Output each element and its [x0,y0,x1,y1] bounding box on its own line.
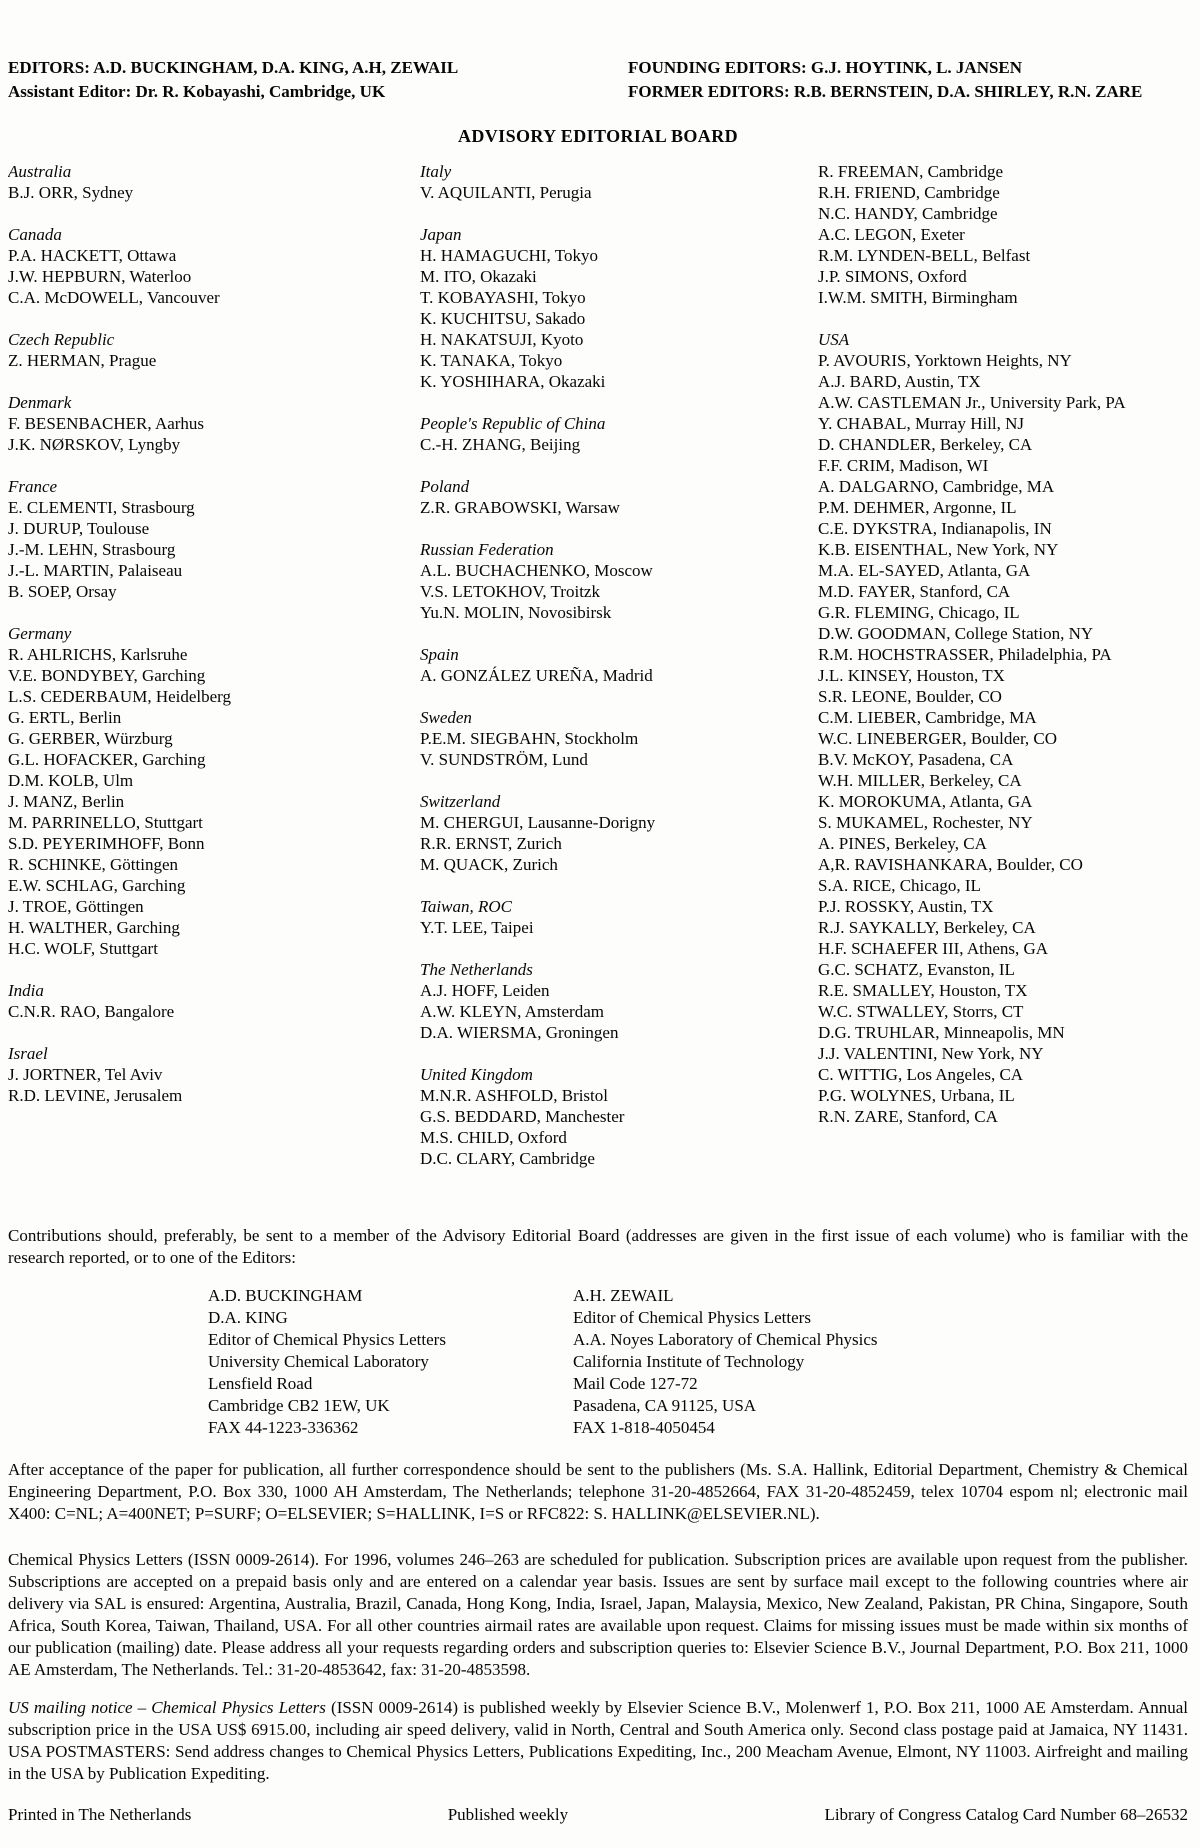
country-heading: Switzerland [420,792,501,811]
country-heading: Canada [8,225,62,244]
board-member-line: Z. HERMAN, Prague [8,351,157,370]
board-member-line: K. YOSHIHARA, Okazaki [420,372,606,391]
board-group-russian-federation [420,539,818,623]
board-member-line: W.H. MILLER, Berkeley, CA [818,771,1022,790]
board-member-line: R. FREEMAN, Cambridge [818,162,1004,181]
board-group-india [8,980,420,1022]
board-member-line: J.K. NØRSKOV, Lyngby [8,435,181,454]
country-heading: Italy [420,162,452,181]
member-list [420,245,818,392]
member-list [420,728,818,770]
board-member-line: J. DURUP, Toulouse [8,519,150,538]
country-heading: Sweden [420,708,472,727]
founding-editors-block [628,56,1188,104]
board-member-line: P.J. ROSSKY, Austin, TX [818,897,994,916]
board-member-line: H. WALTHER, Garching [8,918,180,937]
board-member-line: M.N.R. ASHFOLD, Bristol [420,1086,608,1105]
board-member-line: R.N. ZARE, Stanford, CA [818,1107,998,1126]
subscription-note: Chemical Physics Letters (ISSN 0009-2614). For 1996, volumes 246–263 are scheduled for publication. Subscription prices are available upon request from the publisher. Subscriptions are accepted on a prepaid basis only and are entered on a calendar year basis. Issues are sent by surface mail except to the following countries where air delivery via SAL is ensured: Argentina, Australia, Brazil, Canada, Hong Kong, India, Israel, Japan, Malaysia, Mexico, New Zealand, Pakistan, PR China, Singapore, South Africa, South Korea, Taiwan, Thailand, USA. For all other countries airmail rates are available upon request. Claims for missing issues must be made within six months of our publication (mailing) date. Please address all your requests regarding orders and subscription queries to: Elsevier Science B.V., Journal Department, P.O. Box 211, 1000 AE Amsterdam, The Netherlands. Tel.: 31-20-4853642, fax: 31-20-4853598. [8,1550,1188,1679]
board-member-line: F.F. CRIM, Madison, WI [818,456,989,475]
country-heading: Russian Federation [420,540,554,559]
editors-line: EDITORS: A.D. BUCKINGHAM, D.A. KING, A.H, ZEWAIL [8,58,459,77]
address-line: Cambridge CB2 1EW, UK [208,1396,390,1415]
board-member-line: D.C. CLARY, Cambridge [420,1149,595,1168]
board-member-line: S. MUKAMEL, Rochester, NY [818,813,1033,832]
member-list [420,434,818,455]
board-group-canada [8,224,420,308]
address-line: FAX 1-818-4050454 [573,1418,715,1437]
board-group-netherlands [420,959,818,1043]
board-member-line: R. AHLRICHS, Karlsruhe [8,645,188,664]
board-group-usa [818,329,1188,1127]
member-list [818,350,1188,1127]
member-list [420,980,818,1043]
country-heading: India [8,981,44,1000]
country-heading: France [8,477,58,496]
address-line: A.A. Noyes Laboratory of Chemical Physics [573,1330,878,1349]
board-member-line: C. WITTIG, Los Angeles, CA [818,1065,1024,1084]
address-line: A.H. ZEWAIL [573,1286,674,1305]
board-group-japan [420,224,818,392]
board-group-china [420,413,818,455]
board-member-line: Yu.N. MOLIN, Novosibirsk [420,603,612,622]
founding-editors-line: FOUNDING EDITORS: G.J. HOYTINK, L. JANSEN [628,58,1023,77]
board-member-line: C.-H. ZHANG, Beijing [420,435,581,454]
board-member-line: C.N.R. RAO, Bangalore [8,1002,175,1021]
assistant-editor-line: Assistant Editor: Dr. R. Kobayashi, Cambridge, UK [8,82,386,101]
board-member-line: V.S. LETOKHOV, Troitzk [420,582,600,601]
board-member-line: J.L. KINSEY, Houston, TX [818,666,1005,685]
country-heading: People's Republic of China [420,414,606,433]
board-member-line: G. GERBER, Würzburg [8,729,173,748]
member-list [420,665,818,686]
advisory-editorial-board [8,161,1188,1183]
board-member-line: A.C. LEGON, Exeter [818,225,965,244]
board-member-line: I.W.M. SMITH, Birmingham [818,288,1018,307]
country-heading: Denmark [8,393,72,412]
board-member-line: P. AVOURIS, Yorktown Heights, NY [818,351,1072,370]
board-group-united-kingdom [420,1064,818,1169]
board-group-israel [8,1043,420,1106]
board-group-france [8,476,420,602]
board-member-line: K. MOROKUMA, Atlanta, GA [818,792,1033,811]
board-member-line: R.J. SAYKALLY, Berkeley, CA [818,918,1036,937]
country-heading: Czech Republic [8,330,115,349]
board-member-line: Y.T. LEE, Taipei [420,918,534,937]
member-list [8,644,420,959]
former-editors-line: FORMER EDITORS: R.B. BERNSTEIN, D.A. SHIRLEY, R.N. ZARE [628,82,1143,101]
country-heading: Poland [420,477,470,496]
member-list [420,182,818,203]
board-group-taiwan [420,896,818,938]
board-member-line: W.C. LINEBERGER, Boulder, CO [818,729,1058,748]
board-member-line: H. NAKATSUJI, Kyoto [420,330,584,349]
board-member-line: V. AQUILANTI, Perugia [420,183,592,202]
board-group-italy [420,161,818,203]
board-member-line: H. HAMAGUCHI, Tokyo [420,246,598,265]
board-member-line: A. GONZÁLEZ UREÑA, Madrid [420,666,653,685]
board-group-australia [8,161,420,203]
board-member-line: Z.R. GRABOWSKI, Warsaw [420,498,620,517]
board-member-line: F. BESENBACHER, Aarhus [8,414,205,433]
board-member-line: D.W. GOODMAN, College Station, NY [818,624,1094,643]
board-member-line: H.C. WOLF, Stuttgart [8,939,158,958]
board-member-line: J.W. HEPBURN, Waterloo [8,267,192,286]
board-member-line: J.P. SIMONS, Oxford [818,267,967,286]
board-member-line: S.A. RICE, Chicago, IL [818,876,981,895]
board-member-line: C.A. McDOWELL, Vancouver [8,288,220,307]
address-line: California Institute of Technology [573,1352,805,1371]
country-heading: The Netherlands [420,960,533,979]
board-member-line: K.B. EISENTHAL, New York, NY [818,540,1059,559]
board-member-line: B. SOEP, Orsay [8,582,117,601]
board-member-line: D.A. WIERSMA, Groningen [420,1023,619,1042]
board-member-line: Y. CHABAL, Murray Hill, NJ [818,414,1025,433]
board-member-line: R.E. SMALLEY, Houston, TX [818,981,1028,1000]
us-mailing-notice-lead: US mailing notice – Chemical Physics Letters [8,1698,326,1717]
country-heading: Spain [420,645,459,664]
board-group-czech-republic [8,329,420,371]
board-member-line: A.L. BUCHACHENKO, Moscow [420,561,653,580]
board-member-line: J. JORTNER, Tel Aviv [8,1065,163,1084]
board-member-line: K. KUCHITSU, Sakado [420,309,586,328]
board-column-3 [818,161,1188,1183]
board-member-line: V.E. BONDYBEY, Garching [8,666,206,685]
board-member-line: P.M. DEHMER, Argonne, IL [818,498,1017,517]
correspondence-note: After acceptance of the paper for publication, all further correspondence should be sent to the publishers (Ms. S.A. Hallink, Editorial Department, Chemistry & Chemical Engineering Department, P.O. Box 330, 1000 AH Amsterdam, The Netherlands; telephone 31-20-4852664, FAX 31-20-4852459, telex 10704 espom nl; electronic mail X400: C=NL; A=400NET; P=SURF; O=ELSEVIER; S=HALLINK, I=S or RFC822: S. HALLINK@ELSEVIER.NL). [8,1460,1188,1523]
board-member-line: T. KOBAYASHI, Tokyo [420,288,586,307]
editor-addresses [8,1285,1188,1439]
board-member-line: C.M. LIEBER, Cambridge, MA [818,708,1037,727]
board-member-line: P.G. WOLYNES, Urbana, IL [818,1086,1015,1105]
country-heading: United Kingdom [420,1065,533,1084]
board-member-line: L.S. CEDERBAUM, Heidelberg [8,687,232,706]
board-member-line: R. SCHINKE, Göttingen [8,855,178,874]
board-member-line: S.R. LEONE, Boulder, CO [818,687,1002,706]
board-member-line: B.J. ORR, Sydney [8,183,134,202]
contributions-note: Contributions should, preferably, be sent to a member of the Advisory Editorial Board (addresses are given in the first issue of each volume) who is familiar with the research reported, or to one of the Editors: [8,1226,1188,1267]
board-member-line: R.M. LYNDEN-BELL, Belfast [818,246,1031,265]
country-heading: Australia [8,162,72,181]
board-group-germany [8,623,420,959]
board-member-line: N.C. HANDY, Cambridge [818,204,998,223]
address-line: Pasadena, CA 91125, USA [573,1396,757,1415]
country-heading: Taiwan, ROC [420,897,512,916]
board-member-line: M. PARRINELLO, Stuttgart [8,813,203,832]
board-member-line: B.V. McKOY, Pasadena, CA [818,750,1014,769]
board-member-line: A.J. BARD, Austin, TX [818,372,981,391]
board-member-line: J.-L. MARTIN, Palaiseau [8,561,183,580]
page-footer [8,1805,1188,1825]
board-member-line: M.S. CHILD, Oxford [420,1128,567,1147]
board-member-line: J. TROE, Göttingen [8,897,144,916]
address-buckingham-king [208,1285,573,1439]
board-group-united-kingdom-continued [818,161,1188,308]
board-member-line: E. CLEMENTI, Strasbourg [8,498,195,517]
board-member-line: G.L. HOFACKER, Garching [8,750,206,769]
board-member-line: R.R. ERNST, Zurich [420,834,562,853]
board-member-line: J. MANZ, Berlin [8,792,125,811]
printed-in-note: Printed in The Netherlands [8,1805,192,1824]
advisory-board-title: ADVISORY EDITORIAL BOARD [457,126,739,146]
board-member-line: D.G. TRUHLAR, Minneapolis, MN [818,1023,1065,1042]
board-member-line: A.W. CASTLEMAN Jr., University Park, PA [818,393,1126,412]
board-member-line: C.E. DYKSTRA, Indianapolis, IN [818,519,1052,538]
board-member-line: A. PINES, Berkeley, CA [818,834,987,853]
board-member-line: A.W. KLEYN, Amsterdam [420,1002,604,1021]
board-member-line: J.-M. LEHN, Strasbourg [8,540,176,559]
board-group-denmark [8,392,420,455]
board-member-line: E.W. SCHLAG, Garching [8,876,186,895]
member-list [420,812,818,875]
address-line: FAX 44-1223-336362 [208,1418,359,1437]
us-mailing-notice-body: (ISSN 0009-2614) is published weekly by Elsevier Science B.V., Molenwerf 1, P.O. Box 211, 1000 AE Amsterdam. Annual subscription price in the USA US$ 6915.00, including air speed delivery, valid in North, Central and South America only. Second class postage paid at Jamaica, NY 11431. USA POSTMASTERS: Send address changes to Chemical Physics Letters, Publications Expediting, Inc., 200 Meacham Avenue, Elmont, NY 11003. Airfreight and mailing in the USA by Publication Expediting. [8,1698,1188,1783]
board-member-line: M.A. EL-SAYED, Atlanta, GA [818,561,1031,580]
board-member-line: A. DALGARNO, Cambridge, MA [818,477,1055,496]
address-line: Editor of Chemical Physics Letters [208,1330,446,1349]
board-group-sweden [420,707,818,770]
board-column-1 [8,161,420,1183]
board-member-line: P.A. HACKETT, Ottawa [8,246,177,265]
board-member-line: G.R. FLEMING, Chicago, IL [818,603,1020,622]
board-member-line: K. TANAKA, Tokyo [420,351,563,370]
member-list [818,161,1188,308]
member-list [8,1001,420,1022]
board-group-poland [420,476,818,518]
board-member-line: M.D. FAYER, Stanford, CA [818,582,1011,601]
board-member-line: D.M. KOLB, Ulm [8,771,134,790]
board-member-line: R.M. HOCHSTRASSER, Philadelphia, PA [818,645,1112,664]
member-list [420,1085,818,1169]
board-member-line: G.S. BEDDARD, Manchester [420,1107,625,1126]
board-member-line: S.D. PEYERIMHOFF, Bonn [8,834,205,853]
board-member-line: M. ITO, Okazaki [420,267,537,286]
board-group-switzerland [420,791,818,875]
country-heading: USA [818,330,850,349]
published-weekly-note: Published weekly [447,1805,569,1824]
board-member-line: R.D. LEVINE, Jerusalem [8,1086,183,1105]
member-list [8,182,420,203]
member-list [420,560,818,623]
address-line: Lensfield Road [208,1374,313,1393]
member-list [8,350,420,371]
board-group-spain [420,644,818,686]
board-member-line: A.J. HOFF, Leiden [420,981,550,1000]
editors-block [8,56,458,104]
member-list [8,1064,420,1106]
member-list [420,497,818,518]
address-line: Mail Code 127-72 [573,1374,698,1393]
address-line: University Chemical Laboratory [208,1352,429,1371]
address-line: D.A. KING [208,1308,288,1327]
member-list [420,917,818,938]
board-member-line: M. QUACK, Zurich [420,855,558,874]
board-member-line: D. CHANDLER, Berkeley, CA [818,435,1033,454]
board-member-line: R.H. FRIEND, Cambridge [818,183,1000,202]
board-member-line: P.E.M. SIEGBAHN, Stockholm [420,729,639,748]
board-member-line: J.J. VALENTINI, New York, NY [818,1044,1044,1063]
board-member-line: V. SUNDSTRÖM, Lund [420,750,588,769]
country-heading: Japan [420,225,462,244]
member-list [8,497,420,602]
board-member-line: M. CHERGUI, Lausanne-Dorigny [420,813,656,832]
address-line: A.D. BUCKINGHAM [208,1286,363,1305]
board-member-line: H.F. SCHAEFER III, Athens, GA [818,939,1049,958]
board-member-line: G.C. SCHATZ, Evanston, IL [818,960,1015,979]
board-member-line: G. ERTL, Berlin [8,708,122,727]
board-member-line: W.C. STWALLEY, Storrs, CT [818,1002,1024,1021]
masthead [8,56,1188,104]
library-of-congress-number: Library of Congress Catalog Card Number 68–26532 [824,1805,1188,1824]
address-zewail [573,1285,1188,1439]
board-column-2 [420,161,818,1183]
member-list [8,245,420,308]
board-member-line: A,R. RAVISHANKARA, Boulder, CO [818,855,1083,874]
member-list [8,413,420,455]
country-heading: Germany [8,624,72,643]
address-line: Editor of Chemical Physics Letters [573,1308,811,1327]
country-heading: Israel [8,1044,48,1063]
us-mailing-notice [8,1697,1188,1785]
